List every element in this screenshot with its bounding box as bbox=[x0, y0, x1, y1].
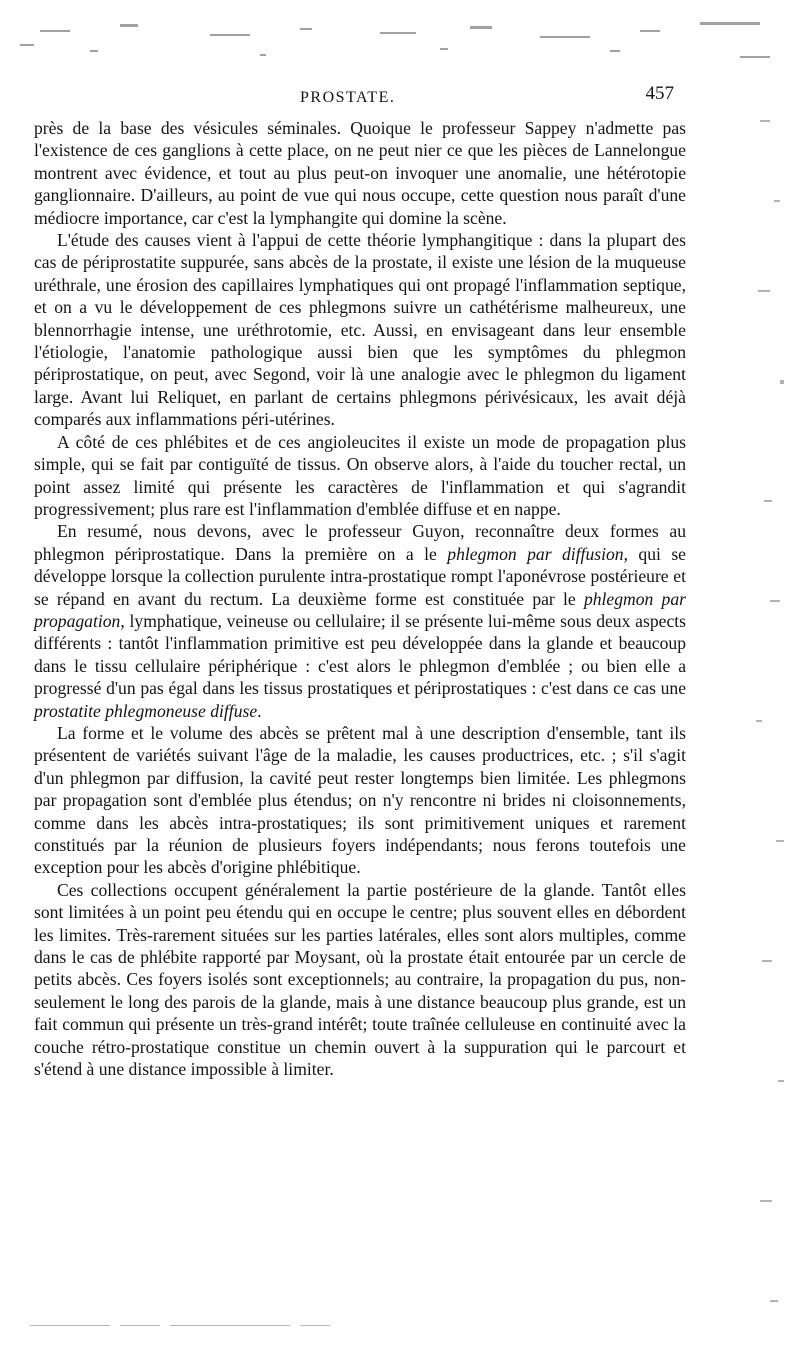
scan-noise-right bbox=[740, 80, 800, 1357]
text-run: L'étude des causes vient à l'appui de cette théorie lymphangitique : dans la plupart des cas de périprostatite suppurée, sans abcès de la prostate, il existe une lésion de la muqueuse uréthrale, une érosion des capillaires lymphatiques qui ont propagé l'inflammation septique, et on a vu le développement de ces phlegmons suivre un cathétérisme malheureux, une blennorrhagie intense, une uréthrotomie, etc. Aussi, en envisageant dans leur ensemble l'étiologie, l'anatomie pathologique aussi bien que les symptômes du phlegmon périprostatique, on peut, avec Segond, voir là une analogie avec le phlegmon du ligament large. Avant lui Reliquet, en parlant de certains phlegmons périvésicaux, les avait déjà comparés aux inflammations péri-utérines. bbox=[34, 230, 686, 430]
text-run: . bbox=[257, 700, 262, 721]
text-run: A côté de ces phlébites et de ces angioleucites il existe un mode de propagation plus simple, qui se fait par contiguïté de tissus. On observe alors, à l'aide du toucher rectal, un point assez limité qui présente les caractères de l'inflammation et qui s'agrandit progressivement; plus rare est l'inflammation d'emblée diffuse et en nappe. bbox=[34, 431, 686, 519]
text-run: En resumé, nous devons, avec le professeur Guyon, reconnaître deux formes au phlegmon périprostatique. Dans la première on a le bbox=[34, 521, 686, 564]
text-run: La forme et le volume des abcès se prêtent mal à une description d'ensemble, tant ils présentent de variétés suivant l'âge de la maladie, les causes productrices, etc. ; s'il s'agit d'un phlegmon par diffusion, la cavité peut rester longtemps bien limitée. Les phlegmons par propagation sont d'emblée plus étendus; on n'y rencontre ni brides ni cloisonnements, comme dans les abcès intra-prostatiques; ils sont primitivement uniques et rarement constitués par la réunion de plusieurs foyers indépendants; nous ferons toutefois une exception pour les abcès d'origine phlébitique. bbox=[34, 722, 686, 878]
running-header bbox=[34, 83, 686, 117]
paragraph bbox=[34, 722, 686, 879]
body-text bbox=[34, 117, 686, 1080]
book-page bbox=[34, 83, 686, 1080]
running-title: PROSTATE. bbox=[300, 89, 396, 106]
text-run: près de la base des vésicules séminales. Quoique le professeur Sappey n'admette pas l'existence de ces ganglions à cette place, on ne peut nier ce que les pièces de Lannelongue montrent avec évidence, et tout au plus peut-on invoquer une anomalie, une hétérotopie ganglionnaire. D'ailleurs, au point de vue qui nous occupe, cette question nous paraît d'une médiocre importance, car c'est la lymphangite qui domine la scène. bbox=[34, 118, 686, 228]
scan-noise-bottom bbox=[30, 1320, 450, 1332]
text-run: Ces collections occupent généralement la partie postérieure de la glande. Tantôt elles sont limitées à un point peu étendu qui en occupe le centre; plus souvent elles en débordent les limites. Très-rarement situées sur les parties latérales, elles sont alors multiples, comme dans le cas de phlébite rapporté par Moysant, où la prostate était entourée par un cercle de petits abcès. Ces foyers isolés sont exceptionnels; au contraire, la propagation du pus, non-seulement le long des parois de la glande, mais à une distance beaucoup plus grande, est un fait commun qui présente un très-grand intérêt; toute traînée celluleuse en continuité avec la couche rétro-prostatique constitue un chemin ouvert à la suppuration qui le parcourt et s'étend à une distance impossible à limiter. bbox=[34, 879, 686, 1080]
paragraph bbox=[34, 879, 686, 1081]
text-run: , lymphatique, veineuse ou cellulaire; il se présente lui-même sous deux aspects différents : tantôt l'inflammation primitive est peu développée dans la glande et beaucoup dans le tissu cellulaire périphérique : c'est alors le phlegmon d'emblée ; ou bien elle a progressé d'un pas égal dans les tissus prostatiques et périprostatiques : c'est dans ce cas une bbox=[34, 610, 686, 699]
text-run: , qui se développe lorsque la collection purulente intra-prostatique rompt l'aponévrose postérieure et se répand en avant du rectum. La deuxième forme est constituée par le bbox=[34, 543, 686, 609]
italic-term: prostatite phlegmoneuse diffuse bbox=[34, 700, 258, 721]
paragraph bbox=[34, 229, 686, 431]
paragraph bbox=[34, 431, 686, 521]
paragraph bbox=[34, 117, 686, 229]
page-number: 457 bbox=[645, 83, 674, 104]
scan-noise-top bbox=[0, 0, 800, 80]
paragraph bbox=[34, 520, 686, 722]
italic-term: phlegmon par propagation bbox=[34, 588, 686, 631]
italic-term: phlegmon par diffusion bbox=[447, 543, 624, 564]
